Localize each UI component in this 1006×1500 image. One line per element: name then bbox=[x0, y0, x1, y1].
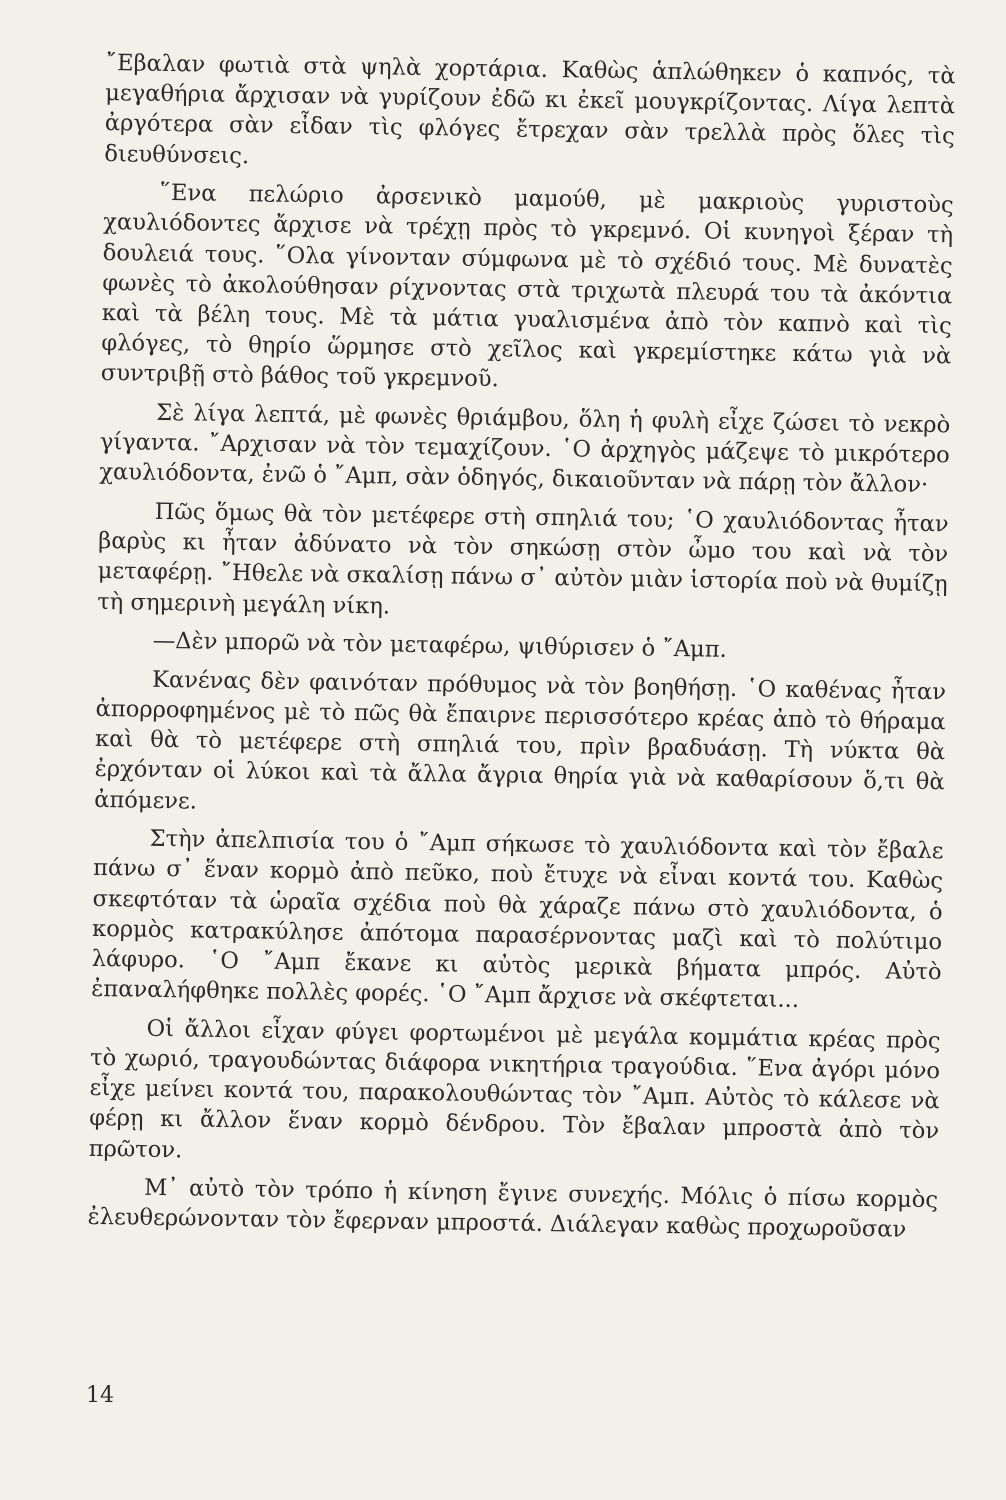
paragraph-7: Στὴν ἀπελπισία του ὁ ῎Αμπ σήκωσε τὸ χαυλιόδοντα καὶ τὸν ἔβαλε πάνω σ᾽ ἕναν κορμὸ ἀπὸ πεῦκο, ποὺ ἔτυχε νὰ εἶναι κοντά του. Καθὼς σκεφτόταν τὰ ὡραῖα σχέδια ποὺ θὰ χάραζε πάνω στὸ χαυλιόδοντα, ὁ κορμὸς κατρακύλησε ἀπότομα παρασέρνοντας μαζὶ καὶ τὸ πολύτιμο λάφυρο. ῾Ο ῎Αμπ ἔκανε κι αὐτὸς μερικὰ βήματα μπρός. Αὐτὸ ἐπαναλήφθηκε πολλὲς φορές. ῾Ο ῎Αμπ ἄρχισε νὰ σκέφτεται... bbox=[91, 826, 944, 1014]
page-number: 14 bbox=[86, 1383, 114, 1408]
paragraph-6: Κανένας δὲν φαινόταν πρόθυμος νὰ τὸν βοηθήσῃ. ῾Ο καθένας ἦταν ἀπορροφημένος μὲ τὸ πῶς θὰ ἔπαιρνε περισσότερο κρέας ἀπὸ τὸ θήραμα καὶ θὰ τὸ μετέφερε στὴ σπηλιά του, πρὶν βραδυάσῃ. Τὴ νύκτα θὰ ἐρχόνταν οἱ λύκοι καὶ τὰ ἄλλα ἄγρια θηρία γιὰ νὰ καθαρίσουν ὅ,τι θὰ ἀπόμενε. bbox=[93, 666, 947, 815]
paragraph-1: ῎Εβαλαν φωτιὰ στὰ ψηλὰ χορτάρια. Καθὼς ἁπλώθηκεν ὁ καπνός, τὰ μεγαθήρια ἄρχισαν νὰ γυρίζουν ἐδῶ κι ἐκεῖ μουγκρίζοντας. Λίγα λεπτὰ ἀργότερα σὰν εἶδαν τὶς φλόγες ἔτρεχαν σὰν τρελλὰ πρὸς ὅλες τὶς διευθύνσεις. bbox=[104, 49, 956, 169]
paragraph-4: Πῶς ὅμως θὰ τὸν μετέφερε στὴ σπηλιά του; ῾Ο χαυλιόδοντας ἦταν βαρὺς κι ἦταν ἀδύνατο νὰ τὸν σηκώσῃ στὸν ὦμο του καὶ νὰ τὸν μεταφέρῃ. ῎Ηθελε νὰ σκαλίσῃ πάνω σ᾽ αὐτὸν μιὰν ἱστορία ποὺ νὰ θυμίζῃ τὴ σημερινὴ μεγάλη νίκη. bbox=[97, 498, 949, 620]
paragraph-3: Σὲ λίγα λεπτά, μὲ φωνὲς θριάμβου, ὅλη ἡ φυλὴ εἶχε ζώσει τὸ νεκρὸ γίγαντα. ῎Αρχισαν νὰ τὸν τεμαχίζουν. ῾Ο ἀρχηγὸς μάζεψε τὸ μικρότερο χαυλιόδοντα, ἐνῶ ὁ ῎Αμπ, σὰν ὁδηγός, δικαιοῦνταν νὰ πάρῃ τὸν ἄλλον· bbox=[99, 399, 951, 499]
paragraph-5: —Δὲν μπορῶ νὰ τὸν μεταφέρω, ψιθύρισεν ὁ ῎Αμπ. bbox=[152, 628, 727, 664]
body-text bbox=[87, 48, 956, 1254]
paragraph-8: Οἱ ἄλλοι εἶχαν φύγει φορτωμένοι μὲ μεγάλα κομμάτια κρέας πρὸς τὸ χωριό, τραγουδώντας διάφορα νικητήρια τραγούδια. ῞Ενα ἀγόρι μόνο εἶχε μείνει κοντά του, παρακολουθώντας τὸν ῎Αμπ. Αὐτὸς τὸ κάλεσε νὰ φέρῃ κι ἄλλον ἕναν κορμὸ δένδρου. Τὸν ἔβαλαν μπροστὰ ἀπὸ τὸν πρῶτον. bbox=[88, 1015, 941, 1163]
paragraph-9: Μ᾽ αὐτὸ τὸν τρόπο ἡ κίνηση ἔγινε συνεχής. Μόλις ὁ πίσω κορμὸς ἐλευθερώνονταν τὸν ἔφερναν μπροστά. Διάλεγαν καθὼς προχωροῦσαν bbox=[87, 1174, 939, 1244]
paragraph-2: ῞Ενα πελώριο ἀρσενικὸ μαμούθ, μὲ μακριοὺς γυριστοὺς χαυλιόδοντες ἄρχισε νὰ τρέχῃ πρὸς τὸ γκρεμνό. Οἱ κυνηγοὶ ξέραν τὴ δουλειά τους. ῞Ολα γίνονταν σύμφωνα μὲ τὸ σχέδιό τους. Μὲ δυνατὲς φωνὲς τὸ ἀκολούθησαν ρίχνοντας στὰ τριχωτὰ πλευρά του τὰ ἀκόντια καὶ τὰ βέλη τους. Μὲ τὰ μάτια γυαλισμένα ἀπὸ τὸν καπνὸ καὶ τὶς φλόγες, τὸ θηρίο ὥρμησε στὸ χεῖλος καὶ γκρεμίστηκε κάτω γιὰ νὰ συντριβῇ στὸ βάθος τοῦ γκρεμνοῦ. bbox=[100, 180, 954, 393]
